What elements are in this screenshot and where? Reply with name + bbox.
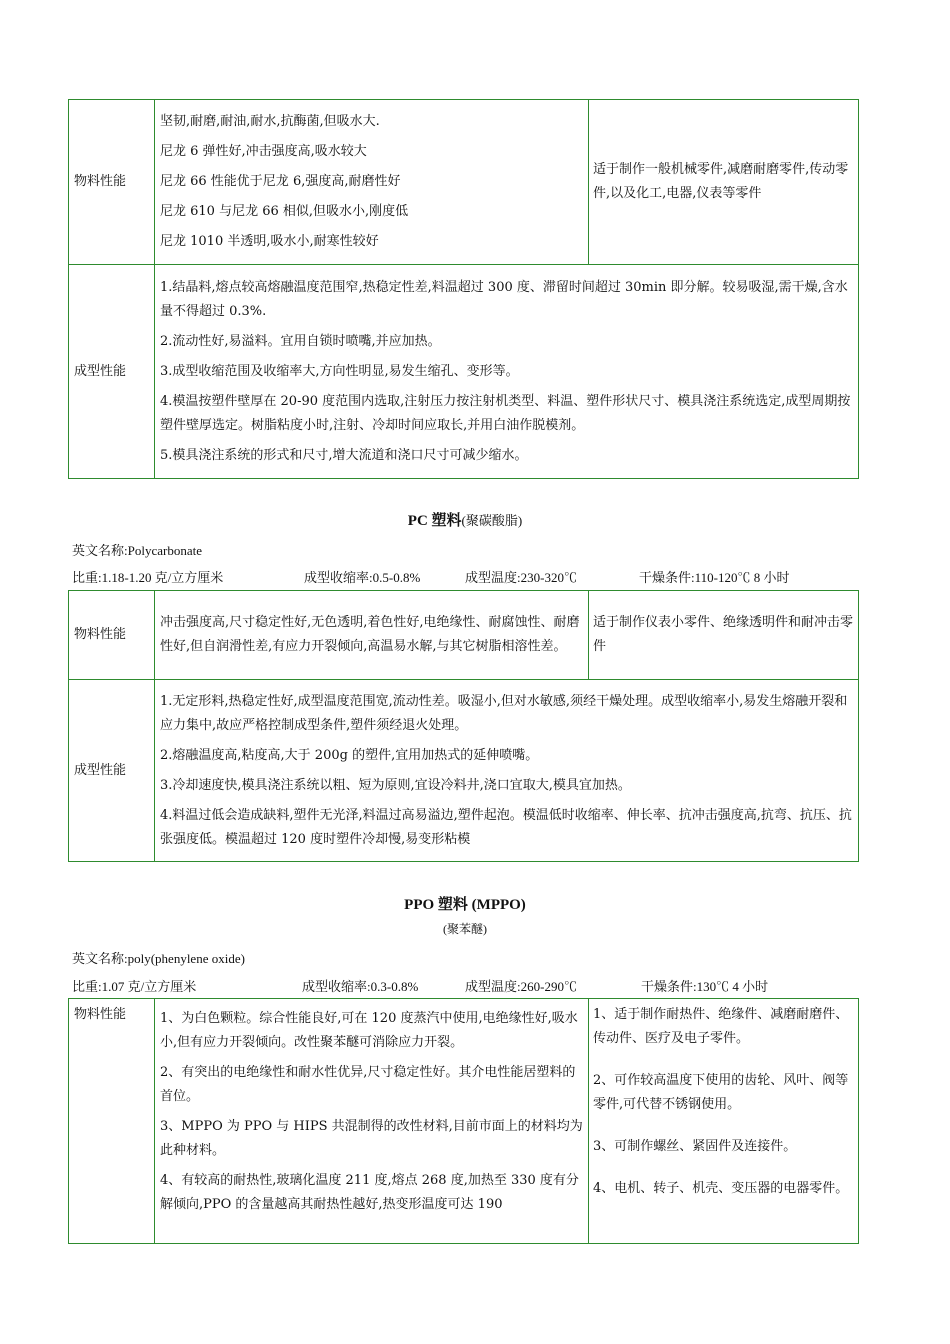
material-properties bbox=[155, 100, 589, 265]
application-list bbox=[589, 999, 859, 1244]
ppo-table bbox=[68, 998, 859, 1244]
molding-properties bbox=[155, 265, 859, 479]
molding-properties bbox=[155, 680, 859, 862]
molding-label: 成型性能 bbox=[69, 265, 155, 479]
shrinkage: 成型收缩率:0.3-0.8% bbox=[302, 979, 419, 994]
material-line: 尼龙 1010 半透明,吸水小,耐寒性较好 bbox=[160, 234, 379, 249]
ppo-english-name: 英文名称:poly(phenylene oxide) bbox=[72, 951, 245, 966]
pc-title-text: PC 塑料 bbox=[407, 513, 462, 529]
molding-line: 1.无定形料,热稳定性好,成型温度范围宽,流动性差。吸湿小,但对水敏感,须经干燥处理。成型收缩率小,易发生熔融开裂和应力集中,故应严格控制成型条件,塑件须经退火处理。 bbox=[160, 693, 848, 733]
material-line: 4、有较高的耐热性,玻璃化温度 211 度,熔点 268 度,加热至 330 度有分解倾向,PPO 的含量越高其耐热性越好,热变形温度可达 190 bbox=[160, 1173, 579, 1212]
ppo-title: PPO 塑料 (MPPO) bbox=[404, 897, 526, 913]
molding-line: 1.结晶料,熔点较高熔融温度范围窄,热稳定性差,料温超过 300 度、滞留时间超过 30min 即分解。较易吸湿,需干燥,含水量不得超过 0.3%. bbox=[160, 279, 848, 319]
pc-table bbox=[68, 590, 859, 862]
material-label: 物料性能 bbox=[69, 999, 155, 1244]
application-line: 3、可制作螺丝、紧固件及连接件。 bbox=[593, 1139, 797, 1154]
density: 比重:1.18-1.20 克/立方厘米 bbox=[72, 570, 224, 585]
material-properties bbox=[155, 999, 589, 1244]
application-line: 2、可作较高温度下使用的齿轮、风叶、阀等零件,可代替不锈钢使用。 bbox=[593, 1073, 849, 1112]
material-line: 尼龙 610 与尼龙 66 相似,但吸水小,刚度低 bbox=[160, 204, 409, 219]
material-line: 尼龙 6 弹性好,冲击强度高,吸水较大 bbox=[160, 144, 367, 159]
molding-line: 2.熔融温度高,粘度高,大于 200g 的塑件,宜用加热式的延伸喷嘴。 bbox=[160, 747, 539, 763]
density: 比重:1.07 克/立方厘米 bbox=[72, 979, 197, 994]
application-line: 4、电机、转子、机壳、变压器的电器零件。 bbox=[593, 1181, 849, 1196]
material-line: 坚韧,耐磨,耐油,耐水,抗酶菌,但吸水大. bbox=[160, 114, 380, 129]
molding-line: 3.成型收缩范围及收缩率大,方向性明显,易发生缩孔、变形等。 bbox=[160, 363, 519, 379]
material-label: 物料性能 bbox=[69, 100, 155, 265]
molding-temperature: 成型温度:230-320℃ bbox=[465, 570, 577, 585]
application-text: 适于制作一般机械零件,减磨耐磨零件,传动零件,以及化工,电器,仪表等零件 bbox=[589, 100, 859, 265]
molding-line: 2.流动性好,易溢料。宜用自锁时喷嘴,并应加热。 bbox=[160, 333, 441, 349]
ppo-subtitle: (聚苯醚) bbox=[443, 922, 487, 936]
material-line: 1、为白色颗粒。综合性能良好,可在 120 度蒸汽中使用,电绝缘性好,吸水小,但有应力开裂倾向。改性聚苯醚可消除应力开裂。 bbox=[160, 1011, 578, 1050]
material-line: 尼龙 66 性能优于尼龙 6,强度高,耐磨性好 bbox=[160, 174, 401, 189]
molding-line: 3.冷却速度快,模具浇注系统以粗、短为原则,宜设冷料井,浇口宜取大,模具宜加热。 bbox=[160, 777, 631, 793]
molding-line: 4.模温按塑件壁厚在 20-90 度范围内选取,注射压力按注射机类型、料温、塑件形状尺寸、模具浇注系统选定,成型周期按塑件壁厚选定。树脂粘度小时,注射、冷却时间应取长,并用白油作脱模剂。 bbox=[160, 393, 851, 433]
pc-title-sub: (聚碳酸脂) bbox=[461, 513, 523, 528]
molding-label: 成型性能 bbox=[69, 680, 155, 862]
pc-english-name: 英文名称:Polycarbonate bbox=[72, 543, 202, 558]
shrinkage: 成型收缩率:0.5-0.8% bbox=[304, 570, 421, 585]
molding-line: 5.模具浇注系统的形式和尺寸,增大流道和浇口尺寸可减少缩水。 bbox=[160, 447, 528, 463]
molding-temperature: 成型温度:260-290℃ bbox=[465, 979, 577, 994]
application-text: 适于制作仪表小零件、绝缘透明件和耐冲击零件 bbox=[589, 591, 859, 680]
pc-title bbox=[0, 509, 930, 530]
application-line: 1、适于制作耐热件、绝缘件、减磨耐磨件、传动件、医疗及电子零件。 bbox=[593, 1007, 849, 1046]
nylon-table bbox=[68, 99, 859, 479]
drying-condition: 干燥条件:130℃ 4 小时 bbox=[641, 979, 769, 994]
molding-line: 4.料温过低会造成缺料,塑件无光泽,料温过高易溢边,塑件起泡。模温低时收缩率、伸长率、抗冲击强度高,抗弯、抗压、抗张强度低。模温超过 120 度时塑件冷却慢,易变形粘模 bbox=[160, 807, 852, 847]
material-line: 3、MPPO 为 PPO 与 HIPS 共混制得的改性材料,目前市面上的材料均为此种材料。 bbox=[160, 1119, 583, 1158]
material-line: 2、有突出的电绝缘性和耐水性优异,尺寸稳定性好。其介电性能居塑料的首位。 bbox=[160, 1065, 576, 1104]
material-properties: 冲击强度高,尺寸稳定性好,无色透明,着色性好,电绝缘性、耐腐蚀性、耐磨性好,但自润滑性差,有应力开裂倾向,高温易水解,与其它树脂相溶性差。 bbox=[155, 591, 589, 680]
material-label: 物料性能 bbox=[69, 591, 155, 680]
drying-condition: 干燥条件:110-120℃ 8 小时 bbox=[639, 570, 790, 585]
